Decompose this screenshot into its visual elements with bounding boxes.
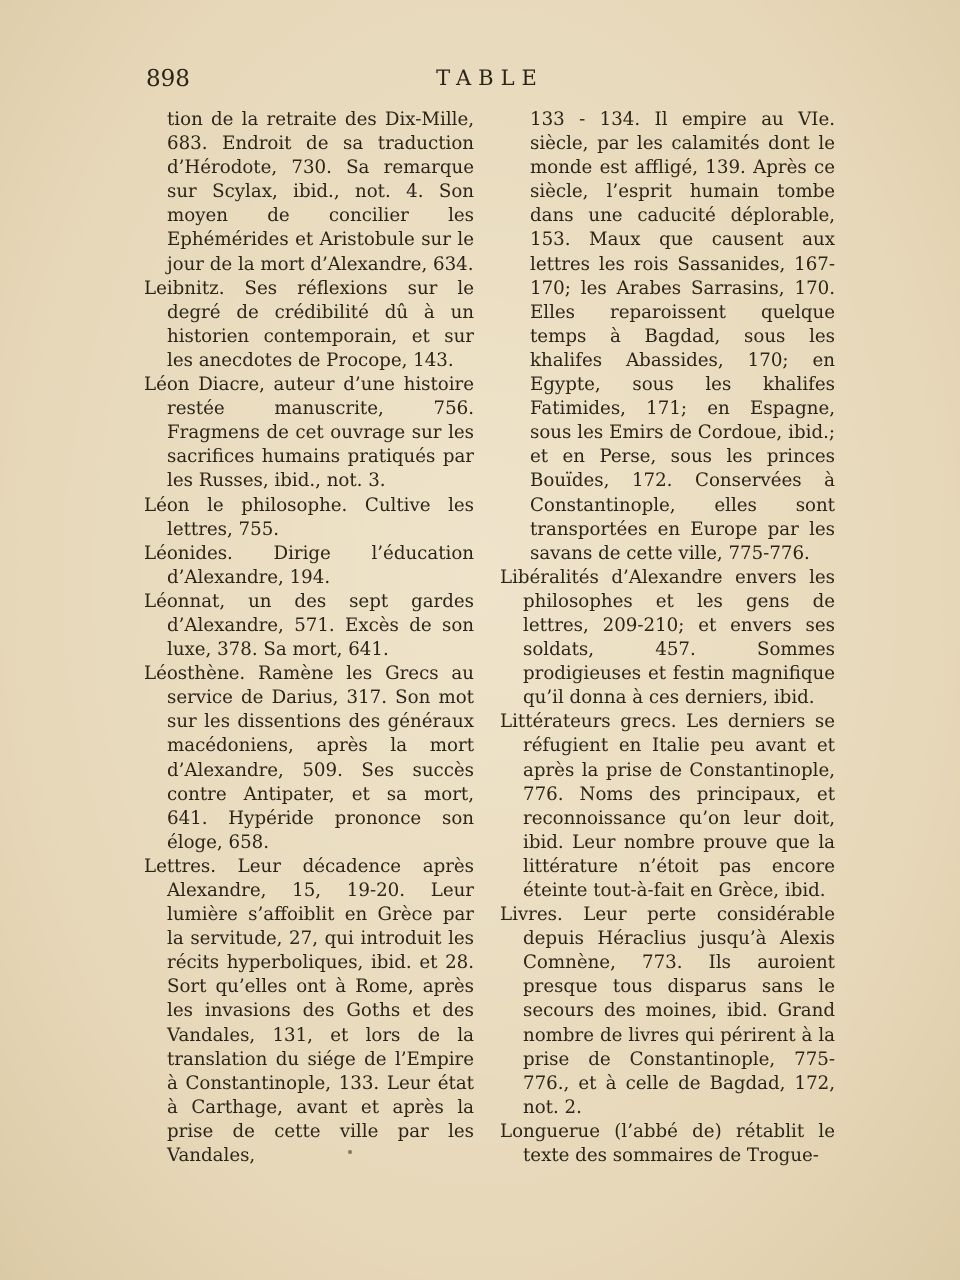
running-title: TABLE (436, 66, 544, 90)
index-entry: Léonides. Dirige l’éducation d’Alexandre, 194. (144, 542, 474, 588)
page-header (0, 66, 960, 96)
index-entry: Léonnat, un des sept gardes d’Alexandre, 571. Excès de son luxe, 378. Sa mort, 641. (144, 590, 474, 661)
index-entry: Lettres. Leur décadence après Alexandre, 15, 19-20. Leur lumière s’affoiblit en Grèce par la servitude, 27, qui introduit les récits hyperboliques, ibid. et 28. Sort qu’elles ont à Rome, après les invasions des Goths et des Vandales, 131, et lors de la translation du siége de l’Empire à Constantinople, 133. Leur état à Carthage, avant et après la prise de cette ville par les Vandales, (144, 855, 474, 1167)
index-entry: Libéralités d’Alexandre envers les philosophes et les gens de lettres, 209-210; et envers ses soldats, 457. Sommes prodigieuses et festin magnifique qu’il donna à ces derniers, ibid. (500, 566, 835, 709)
index-entry: Livres. Leur perte considérable depuis Héraclius jusqu’à Alexis Comnène, 773. Ils auroient presque tous disparus sans le secours des moines, ibid. Grand nombre de livres qui périrent à la prise de Constantinople, 775-776., et à celle de Bagdad, 172, not. 2. (500, 904, 835, 1118)
index-entry: Littérateurs grecs. Les derniers se réfugient en Italie peu avant et après la prise de Constantinople, 776. Noms des principaux, et reconnoissance qu’on leur doit, ibid. Leur nombre prouve que la littérature n’étoit pas encore éteinte tout-à-fait en Grèce, ibid. (500, 711, 835, 901)
page-number: 898 (146, 66, 190, 92)
right-column (500, 108, 835, 1168)
index-entry: tion de la retraite des Dix-Mille, 683. Endroit de sa traduction d’Hérodote, 730. Sa remarque sur Scylax, ibid., not. 4. Son moyen de concilier les Ephémérides et Aristobule sur le jour de la mort d’Alexandre, 634. (167, 109, 474, 275)
index-entry: Léosthène. Ramène les Grecs au service de Darius, 317. Son mot sur les dissentions des généraux macédoniens, après la mort d’Alexandre, 509. Ses succès contre Antipater, et sa mort, 641. Hypéride prononce son éloge, 658. (144, 663, 474, 853)
index-entry: 133 - 134. Il empire au VIe. siècle, par les calamités dont le monde est affligé, 139. Après ce siècle, l’esprit humain tombe dans une caducité déplorable, 153. Maux que causent aux lettres les rois Sassanides, 167-170; les Arabes Sarrasins, 170. Elles reparoissent quelque temps à Bagdad, sous les khalifes Abassides, 170; en Egypte, sous les khalifes Fatimides, 171; en Espagne, sous les Emirs de Cordoue, ibid.; et en Perse, sous les princes Bouïdes, 172. Conservées à Constantinople, elles sont transportées en Europe par les savans de cette ville, 775-776. (530, 109, 835, 564)
index-entry: Léon le philosophe. Cultive les lettres, 755. (144, 494, 474, 540)
ink-speck (348, 1150, 352, 1154)
left-column (144, 108, 474, 1168)
index-entry: Léon Diacre, auteur d’une histoire restée manuscrite, 756. Fragmens de cet ouvrage sur les sacrifices humains pratiqués par les Russes, ibid., not. 3. (144, 374, 474, 492)
index-entry: Longuerue (l’abbé de) rétablit le texte des sommaires de Trogue- (500, 1120, 835, 1167)
index-entry: Leibnitz. Ses réflexions sur le degré de crédibilité dû à un historien contemporain, et sur les anecdotes de Procope, 143. (144, 277, 474, 371)
